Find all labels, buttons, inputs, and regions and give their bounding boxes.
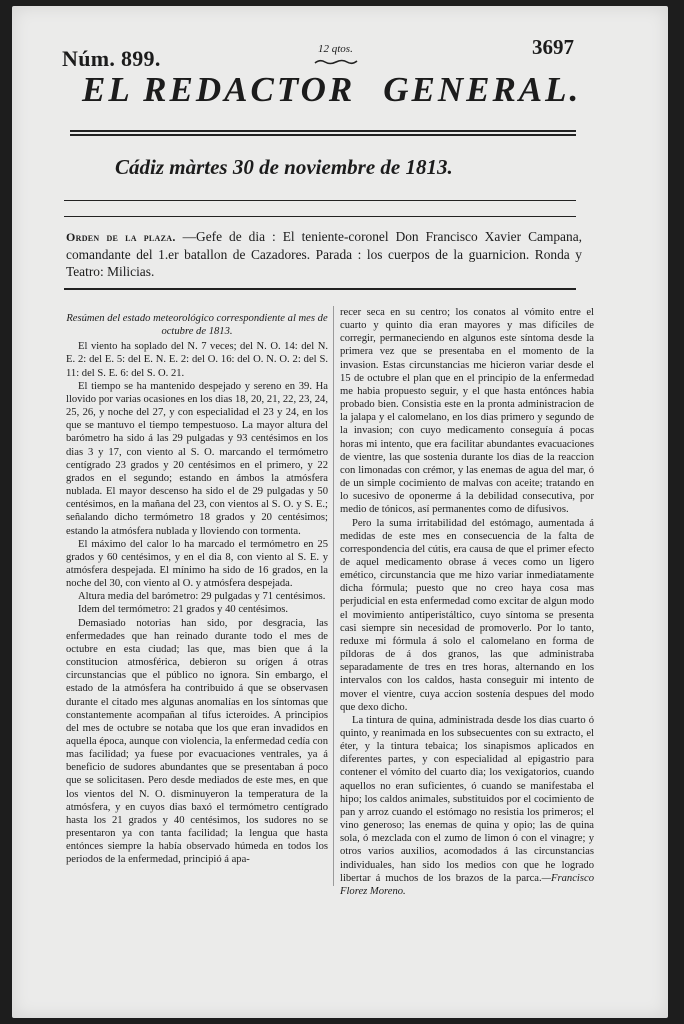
weather-report-heading: Resúmen del estado meteorológico correspondiente al mes de octubre de 1813. (66, 313, 328, 338)
dateline-rule-top (64, 200, 576, 201)
paragraph-text: La tintura de quina, administrada desde los dias cuarto ó quinto, y reanimada en los subsecuentes con su extracto, el éter, y la tintura tebaica; los sinapismos aplicados en diferentes partes, y con especialidad al epigastrio para contener el vómito del cuarto dia; los vexigatorios, cuando aquellos no eran suficientes, ó cuando se manifestaba el hipo; los caldos animales, substituidos por el cocimiento de pan y arroz cuando el estómago no resistia los primeros; el vino generoso; las enemas de quina y opio; las de quina sola, ó mezclada con el zumo de limon ó con el vinagre; y otros varios auxilios, acomodados á las circunstancias individuales, han sido los medios con que he logrado libertar á muchos de los brazos de la parca. (340, 714, 594, 884)
price-note: 12 qtos. (318, 43, 353, 55)
paragraph: Idem del termómetro: 21 grados y 40 centésimos. (78, 604, 289, 616)
scan-border (668, 0, 684, 1024)
archive-code: 3697 (532, 35, 574, 59)
dateline: Cádiz màrtes 30 de noviembre de 1813. (115, 155, 453, 179)
paragraph: Demasiado notorias han sido, por desgracia, las enfermedades que han reinado durante todo el mes de octubre en esta ciudad; las que, mas bien que á la constitucion atmosférica, debieron su orígen á otras circunstancias que el público no ignora. Sin embargo, el estado de la atmósfera ha contribuido á que se observasen durante el citado mes algunas anomalías en los síntomas que constantemente acompañan al tifus icteroides. A principios del mes de octubre se notaba que los que eran invadidos en aquella época, aunque con violencia, la enfermedad cedía con mas facilidad; ya fuese por evacuaciones ventrales, ya á beneficio de sudores abundantes que se presentaban á poco que se solicitasen. Pero desde mediados de este mes, en que los vientos del N. O. disminuyeron la temperatura de la atmósfera, y en cuyos dias baxó el termómetro centígrado hasta los 21 grados y 40 centésimos, los sudores no se presentaron ya con tanta facilidad; la lengua que hasta entónces siempre la había observado húmeda en todos los periodos de la enfermedad, principió á apa- (66, 617, 328, 866)
paragraph (340, 714, 594, 898)
dateline-rule-bottom (64, 216, 576, 217)
orden-rule (64, 288, 576, 290)
orden-label: Orden de la plaza. (66, 230, 176, 244)
left-column (66, 312, 328, 867)
paragraph: Altura media del barómetro: 29 pulgadas y 71 centésimos. (78, 591, 326, 603)
paragraph: El viento ha soplado del N. 7 veces; del N. O. 14: del N. E. 2: del E. 5: del E. N. E. 2: del O. 16: del O. N. O. 2: del S. 11: del S. E. 6: del S. O. 21. (66, 341, 328, 379)
paragraph: El tiempo se ha mantenido despejado y sereno en 39. Ha llovido por varias ocasiones en los dias 18, 20, 21, 22, 23, 24, 25, 26, y noche del 27, y con especialidad el 23 y 24, en los que se mantuvo el tiempo tempestuoso. La mayor altura del barómetro ha sido á las 29 pulgadas y 93 centésimos en los dias 3 y 17, con viento al S. O. marcando el termómetro centígrado 23 grados y 20 centésimos en el primero, y 22 grados en el segundo; estando en ámbos la atmósfera nublada. El mayor descenso ha sido el de 29 pulgadas y 50 centésimos, en la mañana del 23, con vientos al S. O. y S. E.; señalando dicho termómetro 18 grados y 20 centésimos; estando la atmósfera nublada y lloviendo con tormenta. (66, 380, 328, 537)
title-rule (70, 130, 576, 136)
orden-text: —Gefe de dia : El teniente-coronel Don Francisco Xavier Campana, comandante del 1.er batallon de Cazadores. Parada : los cuerpos de la guarnicion. Ronda y Teatro: Milicias. (66, 229, 582, 279)
author-signature: —Francisco Florez Moreno. (340, 872, 594, 897)
paragraph: El máximo del calor lo ha marcado el termómetro en 25 grados y 60 centésimos, y en el dia 8, con viento al S. E. y atmósfera despejada. El mínimo ha sido de 16 grados, en la noche del 30, con viento al O. y atmósfera despejada. (66, 538, 328, 590)
newspaper-title (82, 70, 582, 110)
paragraph: recer seca en su centro; los conatos al vómito entre el cuarto y quinto dia eran mayores y mas difíciles de corregir, permaneciendo en algunos este síntoma desde la primera vez que se presentaba en el momento de la invasion. Estas circunstancias me hicieron variar desde el 15 de octubre el plan que en el principio de la enfermedad me habia propuesto seguir, y el que hasta entónces habia probado bien. Consistia este en la pronta administracion de la jalapa y el calomelano, en los dias primero y segundo de la invasion; con cuyo medicamento conseguía á pocas horas mi intento, que era facilitar abundantes evacuaciones de vientre, las que sostenia durante los dias de la reaccion con limonadas con crémor, y las enemas de agua del mar, ó de un simple cocimiento de malvas con aceite; tratando en lo sucesivo de oponerme á la debilidad consecutiva, por medio de tónicos, así permanentes como de difusivos. (340, 307, 594, 516)
right-column (340, 306, 594, 898)
orden-de-la-plaza (66, 228, 582, 280)
title-part-2: GENERAL. (383, 70, 582, 109)
paragraph: Pero la suma irritabilidad del estómago, aumentada á medidas de este mes en consecuencia de la falta de correspondencia del cútis, era causa de que el primer efecto de aquel medicamento obrase á veces como un ligero emético, circunstancia que me hizo variar inmediatamente dicha fórmula; puesto que no creo haya cosa mas perjudicial en esta enfermedad como excitar de algun modo el movimiento antiperistáltico, cuyo síntoma se presenta casi siempre sin necesidad de promoverlo. Por lo tanto, reduxe mi fórmula á solo el calomelano en forma de píldoras de á dos granos, las que administraba separadamente de tres en tres horas, alternando en los intervalos con los caldos, hasta conseguir mi intento de mover el vientre, cuya accion sostenía despues del modo que dexo dicho. (340, 517, 594, 713)
issue-number: Núm. 899. (62, 46, 161, 71)
title-part-1: EL REDACTOR (82, 70, 356, 109)
column-divider (333, 306, 334, 886)
ornament-squiggle (314, 58, 358, 66)
